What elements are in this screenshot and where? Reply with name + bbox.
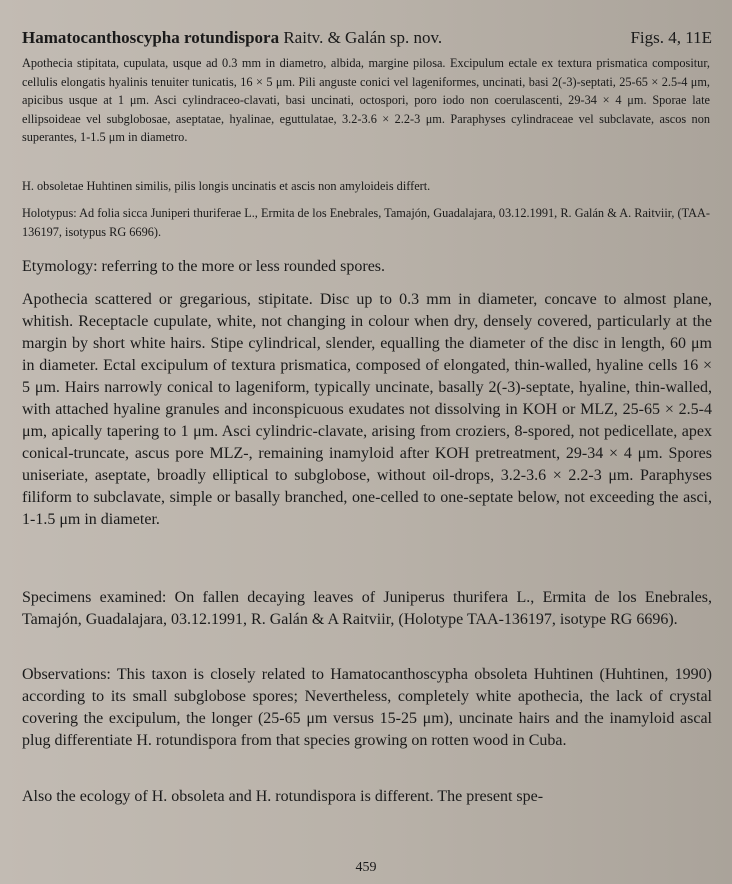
latin-diagnosis: H. obsoletae Huhtinen similis, pilis longis uncinatis et ascis non amyloideis differt. (22, 179, 431, 193)
page-number: 459 (355, 860, 377, 875)
etymology-paragraph: Etymology: referring to the more or less rounded spores. (22, 258, 386, 275)
species-heading (22, 27, 712, 49)
ecology-paragraph: Also the ecology of H. obsoleta and H. rotundispora is different. The present spe- (22, 788, 544, 805)
observations-paragraph: Observations: This taxon is closely related to Hamatocanthoscypha obsoleta Huhtinen (Huhtinen, 1990) according to its small subglobose spores; Nevertheless, completely white apothecia, the lack of crystal covering the excipulum, the longer (25-65 μm versus 15-25 μm), uncinate hairs and the inamyloid ascal plug differentiate H. rotundispora from that species growing on rotten wood in Cuba. (22, 666, 712, 749)
species-name: Hamatocanthoscypha rotundispora (22, 28, 280, 47)
specimens-paragraph: Specimens examined: On fallen decaying leaves of Juniperus thurifera L., Ermita de los Enebrales, Tamajón, Guadalajara, 03.12.1991, R. Galán & A Raitviir, (Holotype TAA-136197, isotype RG 6696). (22, 589, 712, 628)
figure-reference: Figs. 4, 11E (630, 28, 712, 47)
species-authors: Raitv. & Galán sp. nov. (283, 28, 443, 47)
latin-description: Apothecia stipitata, cupulata, usque ad 0.3 mm in diametro, albida, margine pilosa. Excipulum ectale ex textura prismatica compositur, cellulis elongatis hyalinis tenuiter tunicatis, 16 × 5 μm. Pili anguste conici vel lageniformes, uncinati, basi 2(-3)-septati, 25-65 × 2.5-4 μm, apicibus usque at 1 μm. Asci cylindraceo-clavati, basi uncinati, octospori, poro iodo non coerulascenti, 29-34 × 4 μm. Sporae late ellipsoideae vel subglobosae, aseptatae, hyalinae, eguttulatae, 3.2-3.6 × 2.2-3 μm. Paraphyses cylindraceae vel subclavate, ascos non superantes, 1-1.5 μm in diametro. (22, 56, 710, 144)
description-paragraph: Apothecia scattered or gregarious, stipitate. Disc up to 0.3 mm in diameter, concave to almost plane, whitish. Receptacle cupulate, white, not changing in colour when dry, densely covered, particularly at the margin by short white hairs. Stipe cylindrical, slender, equalling the diameter of the disc in length, 60 μm in diameter. Ectal excipulum of textura prismatica, composed of elongated, thin-walled, hyaline cells 16 × 5 μm. Hairs narrowly conical to lageniform, typically uncinate, basally 2(-3)-septate, hyaline, thin-walled, with attached hyaline granules and inconspicuous exudates not dissolving in KOH or MLZ, 25-65 × 2.5-4 μm, apically tapering to 1 μm. Asci cylindric-clavate, arising from croziers, 8-spored, not pedicellate, apex conical-truncate, ascus pore MLZ-, remaining inamyloid after KOH pretreatment, 29-34 × 4 μm. Spores uniseriate, aseptate, broadly elliptical to subglobose, without oil-drops, 3.2-3.6 × 2.2-3 μm. Paraphyses filiform to subclavate, simple or basally branched, one-celled to one-septate below, not exceeding the asci, 1-1.5 μm in diameter. (22, 291, 712, 528)
holotype-paragraph: Holotypus: Ad folia sicca Juniperi thuriferae L., Ermita de los Enebrales, Tamajón, Guadalajara, 03.12.1991, R. Galán & A. Raitviir, (TAA-136197, isotypus RG 6696). (22, 206, 710, 239)
